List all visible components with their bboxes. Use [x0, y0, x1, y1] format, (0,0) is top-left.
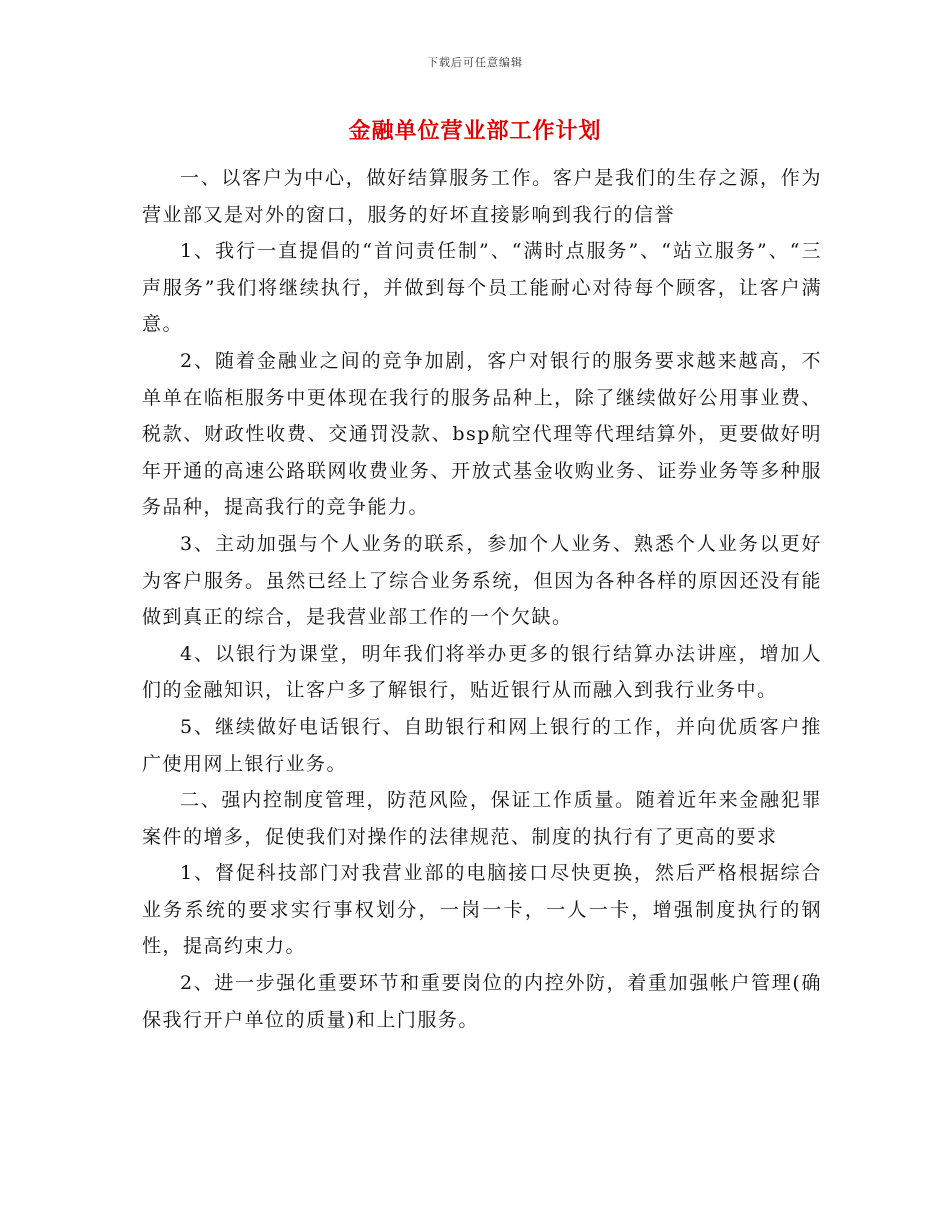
section-2-item-2: 2、进一步强化重要环节和重要岗位的内控外防，着重加强帐户管理(确保我行开户单位的质量)和上门服务。: [142, 972, 822, 1031]
section-2-item-1: 1、督促科技部门对我营业部的电脑接口尽快更换，然后严格根据综合业务系统的要求实行事权划分，一岗一卡，一人一卡，增强制度执行的钢性，提高约束力。: [142, 862, 822, 958]
document-body: [142, 160, 822, 1038]
section-1-item-5: 5、继续做好电话银行、自助银行和网上银行的工作，并向优质客户推广使用网上银行业务。: [142, 715, 822, 775]
document-title: 金融单位营业部工作计划: [348, 119, 602, 144]
section-1-item-1: 1、我行一直提倡的“首问责任制”、“满时点服务”、“站立服务”、“三声服务”我们将继续执行，并做到每个员工能耐心对待每个顾客，让客户满意。: [142, 240, 822, 336]
section-1-item-4: 4、以银行为课堂，明年我们将举办更多的银行结算办法讲座，增加人们的金融知识，让客户多了解银行，贴近银行从而融入到我行业务中。: [142, 642, 822, 702]
section-2-heading-paragraph: 二、强内控制度管理，防范风险，保证工作质量。随着近年来金融犯罪案件的增多，促使我们对操作的法律规范、制度的执行有了更高的要求: [142, 789, 822, 848]
section-1-item-2: 2、随着金融业之间的竞争加剧，客户对银行的服务要求越来越高，不单单在临柜服务中更体现在我行的服务品种上，除了继续做好公用事业费、税款、财政性收费、交通罚没款、bsp航空代理等代理结算外，更要做好明年开通的高速公路联网收费业务、开放式基金收购业务、证券业务等多种服务品种，提高我行的竞争能力。: [142, 349, 822, 519]
section-1-item-3: 3、主动加强与个人业务的联系，参加个人业务、熟悉个人业务以更好为客户服务。虽然已经上了综合业务系统，但因为各种各样的原因还没有能做到真正的综合，是我营业部工作的一个欠缺。: [142, 532, 822, 629]
section-1-heading-paragraph: 一、以客户为中心，做好结算服务工作。客户是我们的生存之源，作为营业部又是对外的窗口，服务的好坏直接影响到我行的信誉: [142, 167, 822, 226]
page-header-note: 下载后可任意编辑: [427, 56, 523, 69]
